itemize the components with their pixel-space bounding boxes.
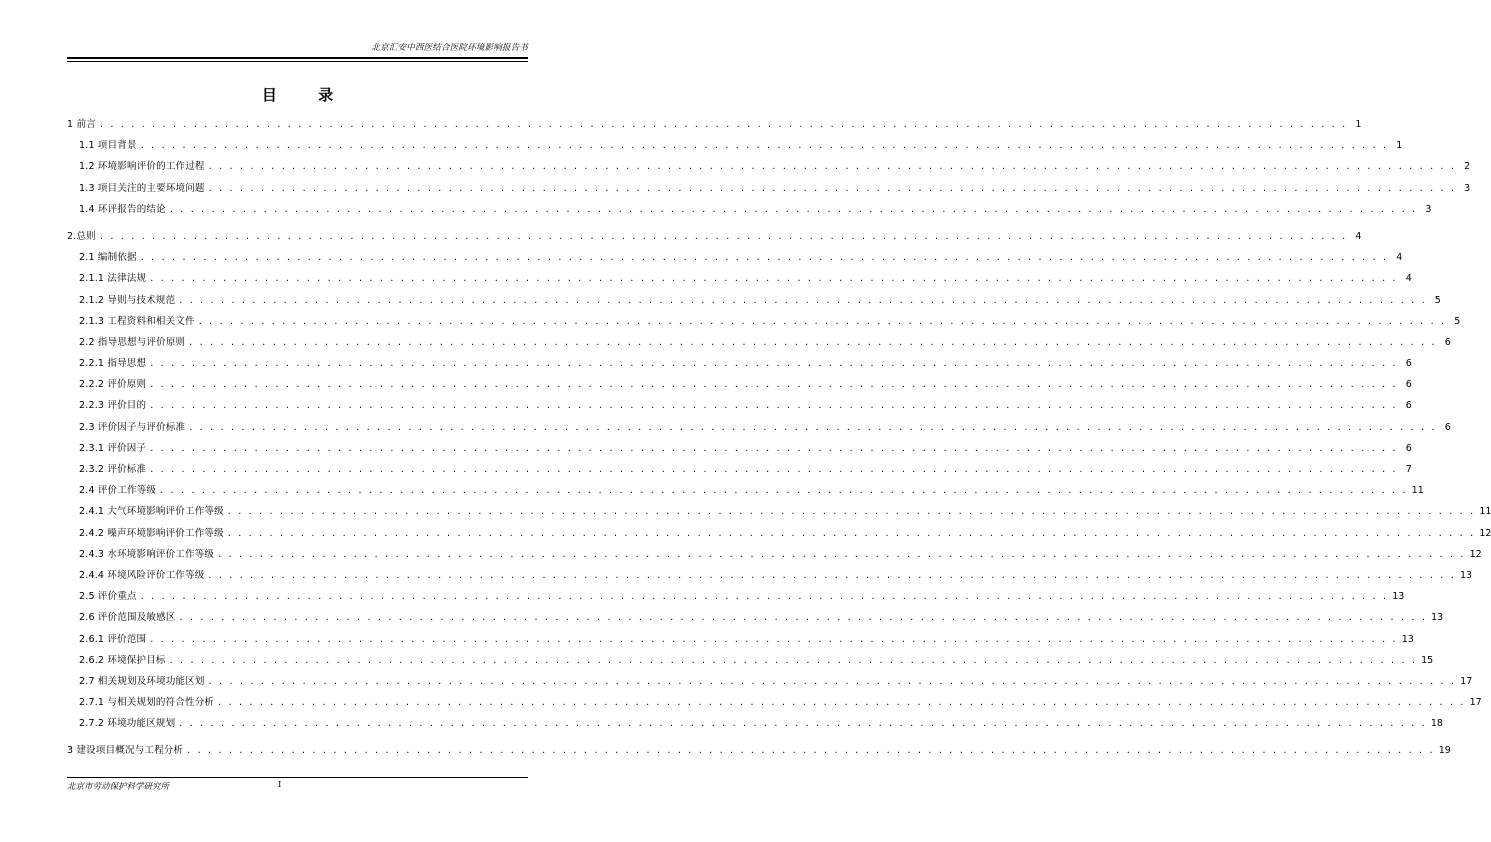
toc-entry[interactable]	[67, 417, 1451, 438]
toc-entry-label: 2.3.1 评价因子	[79, 442, 147, 454]
toc-leader-dots: . . . . . . . . . . . . . . . . . . . . . . . . . . . . . . . . . . . . . . . . . . . . . . . . . . . . . . . . . . . . . . . . . . . . . . . . . . . . . . . . . . . . . . . . . . . . . . . . . . . . . . . . . . . . . . . . . . . . . . . .	[227, 527, 1476, 539]
toc-entry-page: 6	[1405, 358, 1412, 370]
toc-entry-label: 2.7 相关规划及环境功能区划	[79, 675, 205, 687]
toc-entry-label: 2.5 评价重点	[79, 591, 137, 603]
toc-leader-dots: . . . . . . . . . . . . . . . . . . . . . . . . . . . . . . . . . . . . . . . . . . . . . . . . . . . . . . . . . . . . . . . . . . . . . . . . . . . . . . . . . . . . . . . . . . . . . . . . . . . . . . . . . . . . . . . . . . . . . . . .	[140, 252, 1389, 264]
toc-leader-dots: . . . . . . . . . . . . . . . . . . . . . . . . . . . . . . . . . . . . . . . . . . . . . . . . . . . . . . . . . . . . . . . . . . . . . . . . . . . . . . . . . . . . . . . . . . . . . . . . . . . . . . . . . . . . . . . . . . . . . . . .	[208, 182, 1457, 194]
toc-entry-page: 2	[1464, 161, 1471, 173]
toc-entry-page: 13	[1431, 612, 1444, 624]
toc-leader-dots: . . . . . . . . . . . . . . . . . . . . . . . . . . . . . . . . . . . . . . . . . . . . . . . . . . . . . . . . . . . . . . . . . . . . . . . . . . . . . . . . . . . . . . . . . . . . . . . . . . . . . . . . . . . . . . . . . . . . . . . .	[160, 485, 1408, 497]
toc-entry-label: 2.1.2 导则与技术规范	[79, 294, 176, 306]
toc-entry[interactable]	[67, 353, 1412, 374]
toc-entry[interactable]	[67, 740, 1451, 761]
toc-entry[interactable]	[67, 438, 1412, 459]
footer-rule	[67, 777, 528, 778]
toc-entry-label: 2.4 评价工作等级	[79, 485, 157, 497]
header-rule-thin	[67, 61, 528, 62]
toc-entry[interactable]	[67, 650, 1434, 671]
toc-entry-label: 1.1 项目背景	[79, 140, 137, 152]
toc-entry[interactable]	[67, 311, 1461, 332]
toc-entry[interactable]	[67, 544, 1482, 565]
toc-entry-label: 2.6.1 评价范围	[79, 633, 147, 645]
toc-entry[interactable]	[67, 501, 1491, 522]
toc-entry-page: 1	[1355, 119, 1362, 130]
toc-entry-label: 2.2 指导思想与评价原则	[79, 336, 186, 348]
toc-leader-dots: . . . . . . . . . . . . . . . . . . . . . . . . . . . . . . . . . . . . . . . . . . . . . . . . . . . . . . . . . . . . . . . . . . . . . . . . . . . . . . . . . . . . . . . . . . . . . . . . . . . . . . . . . . . . . . . . . . . . . . . .	[189, 336, 1437, 348]
toc-entry-page: 3	[1425, 203, 1432, 215]
toc-entry-page: 4	[1396, 252, 1403, 264]
toc-entry-page: 13	[1459, 569, 1473, 581]
toc-entry-page: 6	[1405, 400, 1412, 412]
toc-entry-page: 15	[1421, 654, 1434, 666]
toc-entry-page: 13	[1392, 591, 1405, 603]
toc-entry-label: 2.4.2 噪声环境影响评价工作等级	[79, 527, 224, 539]
toc-entry[interactable]	[67, 523, 1491, 544]
toc-entry-page: 11	[1411, 485, 1424, 497]
running-header: 北京汇安中西医结合医院环境影响报告书	[371, 43, 528, 53]
toc-entry-page: 4	[1405, 273, 1412, 285]
toc-entry-label: 1.2 环境影响评价的工作过程	[79, 161, 205, 173]
toc-entry-page: 4	[1355, 230, 1362, 242]
toc-leader-dots: . . . . . . . . . . . . . . . . . . . . . . . . . . . . . . . . . . . . . . . . . . . . . . . . . . . . . . . . . . . . . . . . . . . . . . . . . . . . . . . . . . . . . . . . . . . . . . . . . . . . . . . . . . . . . . . . . . . . . . . .	[150, 358, 1398, 370]
toc-entry[interactable]	[67, 480, 1424, 501]
toc-entry-page: 5	[1434, 294, 1441, 306]
toc-entry[interactable]	[67, 713, 1443, 734]
toc-entry-page: 19	[1438, 745, 1451, 757]
toc-entry[interactable]	[67, 607, 1444, 628]
toc-entry-label: 2.7.2 环境功能区规划	[79, 718, 176, 730]
toc-leader-dots: . . . . . . . . . . . . . . . . . . . . . . . . . . . . . . . . . . . . . . . . . . . . . . . . . . . . . . . . . . . . . . . . . . . . . . . . . . . . . . . . . . . . . . . . . . . . . . . . . . . . . . . . . . . . . . . . . . . . . . . .	[208, 675, 1457, 687]
toc-leader-dots: . . . . . . . . . . . . . . . . . . . . . . . . . . . . . . . . . . . . . . . . . . . . . . . . . . . . . . . . . . . . . . . . . . . . . . . . . . . . . . . . . . . . . . . . . . . . . . . . . . . . . . . . . . . . . . . . . . . . . . . .	[99, 230, 1348, 242]
toc-entry-page: 17	[1460, 675, 1473, 687]
toc-entry-page: 5	[1454, 315, 1461, 327]
toc-entry-page: 18	[1430, 718, 1443, 730]
toc-entry-page: 6	[1405, 442, 1412, 454]
toc-leader-dots: . . . . . . . . . . . . . . . . . . . . . . . . . . . . . . . . . . . . . . . . . . . . . . . . . . . . . . . . . . . . . . . . . . . . . . . . . . . . . . . . . . . . . . . . . . . . . . . . . . . . . . . . . . . . . . . . . . . . . . . .	[99, 119, 1348, 130]
toc-entry[interactable]	[67, 629, 1414, 650]
toc-entry-label: 2.4.3 水环境影响评价工作等级	[79, 548, 215, 560]
toc-entry-label: 2.3 评价因子与评价标准	[79, 421, 186, 433]
toc-leader-dots: . . . . . . . . . . . . . . . . . . . . . . . . . . . . . . . . . . . . . . . . . . . . . . . . . . . . . . . . . . . . . . . . . . . . . . . . . . . . . . . . . . . . . . . . . . . . . . . . . . . . . . . . . . . . . . . . . . . . . . . .	[227, 506, 1476, 518]
toc-entry-page: 6	[1405, 379, 1412, 391]
toc-entry[interactable]	[67, 247, 1403, 268]
toc-entry-label: 2.2.3 评价目的	[79, 400, 147, 412]
toc-entry[interactable]	[67, 374, 1412, 395]
toc-entry-page: 12	[1479, 527, 1491, 539]
toc-entry-label: 1 前言	[67, 119, 96, 130]
toc-entry[interactable]	[67, 135, 1403, 156]
toc-leader-dots: . . . . . . . . . . . . . . . . . . . . . . . . . . . . . . . . . . . . . . . . . . . . . . . . . . . . . . . . . . . . . . . . . . . . . . . . . . . . . . . . . . . . . . . . . . . . . . . . . . . . . . . . . . . . . . . . . . . . . . . .	[187, 745, 1435, 757]
toc-leader-dots: . . . . . . . . . . . . . . . . . . . . . . . . . . . . . . . . . . . . . . . . . . . . . . . . . . . . . . . . . . . . . . . . . . . . . . . . . . . . . . . . . . . . . . . . . . . . . . . . . . . . . . . . . . . . . . . . . . . . . . . .	[150, 442, 1398, 454]
toc-entry-label: 2.3.2 评价标准	[79, 464, 147, 475]
toc-entry[interactable]	[67, 156, 1471, 177]
toc-leader-dots: . . . . . . . . . . . . . . . . . . . . . . . . . . . . . . . . . . . . . . . . . . . . . . . . . . . . . . . . . . . . . . . . . . . . . . . . . . . . . . . . . . . . . . . . . . . . . . . . . . . . . . . . . . . . . . . . . . . . . . . .	[150, 400, 1398, 412]
toc-entry-page: 11	[1479, 506, 1491, 518]
toc-entry[interactable]	[67, 395, 1412, 416]
toc-entry-label: 1.3 项目关注的主要环境问题	[79, 182, 205, 194]
toc-leader-dots: . . . . . . . . . . . . . . . . . . . . . . . . . . . . . . . . . . . . . . . . . . . . . . . . . . . . . . . . . . . . . . . . . . . . . . . . . . . . . . . . . . . . . . . . . . . . . . . . . . . . . . . . . . . . . . . . . . . . . . . .	[169, 654, 1418, 666]
table-of-contents	[67, 114, 1491, 762]
toc-leader-dots: . . . . . . . . . . . . . . . . . . . . . . . . . . . . . . . . . . . . . . . . . . . . . . . . . . . . . . . . . . . . . . . . . . . . . . . . . . . . . . . . . . . . . . . . . . . . . . . . . . . . . . . . . . . . . . . . . . . . . . . .	[150, 464, 1398, 475]
toc-entry-page: 13	[1401, 633, 1414, 645]
toc-entry[interactable]	[67, 332, 1451, 353]
toc-entry[interactable]	[67, 565, 1473, 586]
toc-entry[interactable]	[67, 199, 1432, 220]
toc-leader-dots: . . . . . . . . . . . . . . . . . . . . . . . . . . . . . . . . . . . . . . . . . . . . . . . . . . . . . . . . . . . . . . . . . . . . . . . . . . . . . . . . . . . . . . . . . . . . . . . . . . . . . . . . . . . . . . . . . . . . . . . .	[198, 315, 1447, 327]
toc-entry-label: 3 建设项目概况与工程分析	[67, 745, 184, 757]
toc-leader-dots: . . . . . . . . . . . . . . . . . . . . . . . . . . . . . . . . . . . . . . . . . . . . . . . . . . . . . . . . . . . . . . . . . . . . . . . . . . . . . . . . . . . . . . . . . . . . . . . . . . . . . . . . . . . . . . . . . . . . . . . .	[218, 548, 1466, 560]
toc-entry-page: 6	[1444, 421, 1451, 433]
toc-entry[interactable]	[67, 268, 1412, 289]
toc-entry-label: 2.6 评价范围及敏感区	[79, 612, 176, 624]
toc-leader-dots: . . . . . . . . . . . . . . . . . . . . . . . . . . . . . . . . . . . . . . . . . . . . . . . . . . . . . . . . . . . . . . . . . . . . . . . . . . . . . . . . . . . . . . . . . . . . . . . . . . . . . . . . . . . . . . . . . . . . . . . .	[179, 612, 1428, 624]
toc-entry-page: 3	[1464, 182, 1471, 194]
toc-entry-page: 1	[1396, 140, 1403, 152]
toc-leader-dots: . . . . . . . . . . . . . . . . . . . . . . . . . . . . . . . . . . . . . . . . . . . . . . . . . . . . . . . . . . . . . . . . . . . . . . . . . . . . . . . . . . . . . . . . . . . . . . . . . . . . . . . . . . . . . . . . . . . . . . . .	[189, 421, 1437, 433]
toc-leader-dots: . . . . . . . . . . . . . . . . . . . . . . . . . . . . . . . . . . . . . . . . . . . . . . . . . . . . . . . . . . . . . . . . . . . . . . . . . . . . . . . . . . . . . . . . . . . . . . . . . . . . . . . . . . . . . . . . . . . . . . . .	[140, 140, 1389, 152]
toc-entry-label: 2.1.1 法律法规	[79, 273, 147, 285]
footer-page-number: I	[278, 780, 282, 790]
toc-leader-dots: . . . . . . . . . . . . . . . . . . . . . . . . . . . . . . . . . . . . . . . . . . . . . . . . . . . . . . . . . . . . . . . . . . . . . . . . . . . . . . . . . . . . . . . . . . . . . . . . . . . . . . . . . . . . . . . . . . . . . . . .	[140, 591, 1389, 603]
toc-leader-dots: . . . . . . . . . . . . . . . . . . . . . . . . . . . . . . . . . . . . . . . . . . . . . . . . . . . . . . . . . . . . . . . . . . . . . . . . . . . . . . . . . . . . . . . . . . . . . . . . . . . . . . . . . . . . . . . . . . . . . . . .	[169, 203, 1418, 215]
header-rule	[67, 57, 528, 59]
toc-entry[interactable]	[67, 178, 1471, 199]
toc-leader-dots: . . . . . . . . . . . . . . . . . . . . . . . . . . . . . . . . . . . . . . . . . . . . . . . . . . . . . . . . . . . . . . . . . . . . . . . . . . . . . . . . . . . . . . . . . . . . . . . . . . . . . . . . . . . . . . . . . . . . . . . .	[179, 718, 1427, 730]
toc-entry[interactable]	[67, 459, 1412, 480]
toc-entry-label: 2.1 编制依据	[79, 252, 137, 264]
toc-entry-page: 7	[1405, 464, 1412, 475]
toc-entry[interactable]	[67, 290, 1441, 311]
toc-entry-label: 2.2.2 评价原则	[79, 379, 147, 391]
toc-entry-label: 2.总则	[67, 230, 96, 242]
toc-entry-label: 2.1.3 工程资料和相关文件	[79, 315, 195, 327]
toc-leader-dots: . . . . . . . . . . . . . . . . . . . . . . . . . . . . . . . . . . . . . . . . . . . . . . . . . . . . . . . . . . . . . . . . . . . . . . . . . . . . . . . . . . . . . . . . . . . . . . . . . . . . . . . . . . . . . . . . . . . . . . . .	[208, 569, 1456, 581]
toc-entry[interactable]	[67, 692, 1482, 713]
toc-entry[interactable]	[67, 226, 1362, 247]
toc-entry-label: 1.4 环评报告的结论	[79, 203, 166, 215]
toc-entry-page: 6	[1444, 336, 1451, 348]
toc-leader-dots: . . . . . . . . . . . . . . . . . . . . . . . . . . . . . . . . . . . . . . . . . . . . . . . . . . . . . . . . . . . . . . . . . . . . . . . . . . . . . . . . . . . . . . . . . . . . . . . . . . . . . . . . . . . . . . . . . . . . . . . .	[208, 161, 1457, 173]
toc-leader-dots: . . . . . . . . . . . . . . . . . . . . . . . . . . . . . . . . . . . . . . . . . . . . . . . . . . . . . . . . . . . . . . . . . . . . . . . . . . . . . . . . . . . . . . . . . . . . . . . . . . . . . . . . . . . . . . . . . . . . . . . .	[150, 379, 1398, 391]
toc-entry-page: 12	[1469, 548, 1482, 560]
toc-entry-page: 17	[1469, 697, 1482, 709]
toc-leader-dots: . . . . . . . . . . . . . . . . . . . . . . . . . . . . . . . . . . . . . . . . . . . . . . . . . . . . . . . . . . . . . . . . . . . . . . . . . . . . . . . . . . . . . . . . . . . . . . . . . . . . . . . . . . . . . . . . . . . . . . . .	[179, 294, 1427, 306]
toc-title: 目 录	[261, 86, 352, 104]
toc-leader-dots: . . . . . . . . . . . . . . . . . . . . . . . . . . . . . . . . . . . . . . . . . . . . . . . . . . . . . . . . . . . . . . . . . . . . . . . . . . . . . . . . . . . . . . . . . . . . . . . . . . . . . . . . . . . . . . . . . . . . . . . .	[218, 697, 1466, 709]
toc-entry-label: 2.7.1 与相关规划的符合性分析	[79, 697, 215, 709]
toc-entry[interactable]	[67, 671, 1473, 692]
toc-entry[interactable]	[67, 586, 1405, 607]
toc-entry[interactable]	[67, 114, 1362, 135]
toc-leader-dots: . . . . . . . . . . . . . . . . . . . . . . . . . . . . . . . . . . . . . . . . . . . . . . . . . . . . . . . . . . . . . . . . . . . . . . . . . . . . . . . . . . . . . . . . . . . . . . . . . . . . . . . . . . . . . . . . . . . . . . . .	[150, 633, 1398, 645]
toc-leader-dots: . . . . . . . . . . . . . . . . . . . . . . . . . . . . . . . . . . . . . . . . . . . . . . . . . . . . . . . . . . . . . . . . . . . . . . . . . . . . . . . . . . . . . . . . . . . . . . . . . . . . . . . . . . . . . . . . . . . . . . . .	[150, 273, 1398, 285]
toc-entry-label: 2.4.1 大气环境影响评价工作等级	[79, 506, 224, 518]
toc-entry-label: 2.2.1 指导思想	[79, 358, 147, 370]
toc-entry-label: 2.4.4 环境风险评价工作等级	[79, 569, 205, 581]
footer-organization: 北京市劳动保护科学研究所	[67, 782, 170, 792]
toc-entry-label: 2.6.2 环境保护目标	[79, 654, 166, 666]
